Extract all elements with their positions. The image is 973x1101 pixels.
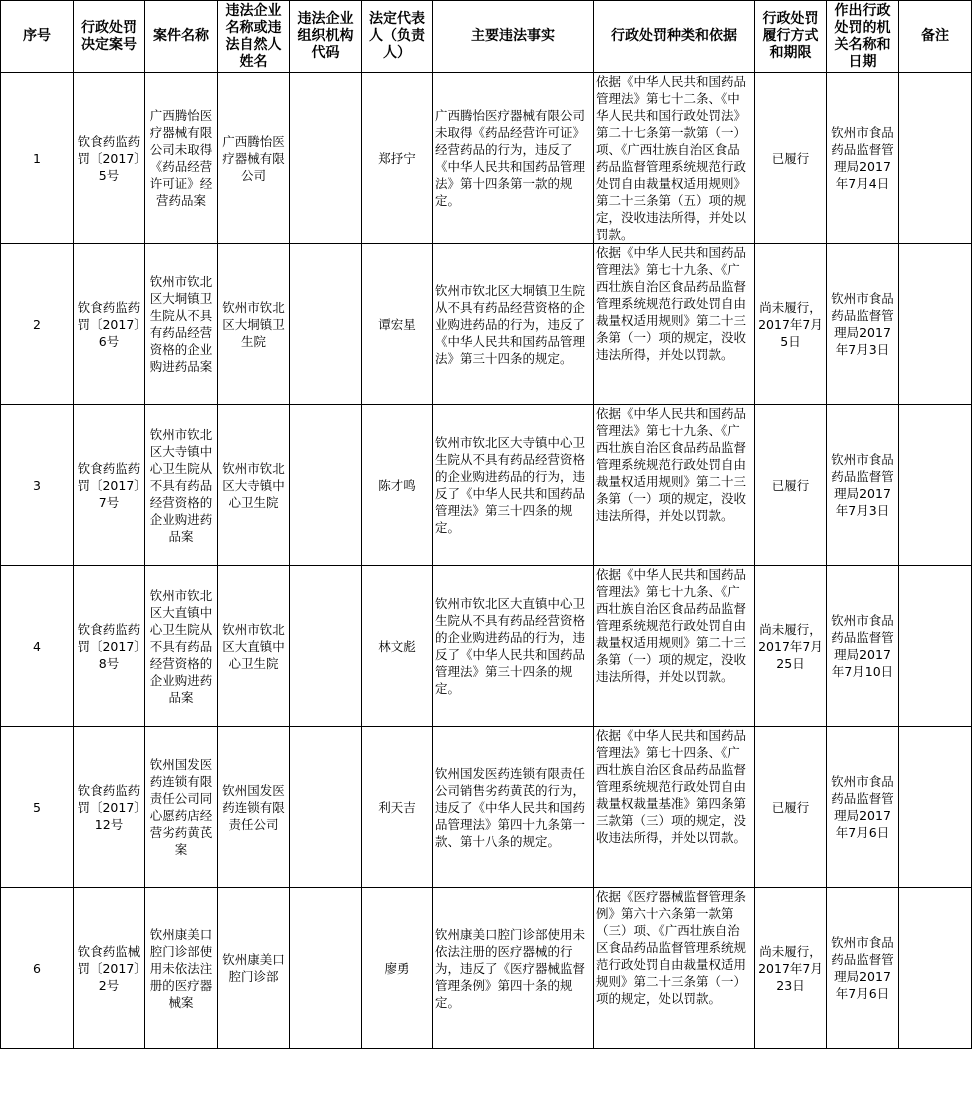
party-name: 钦州市钦北区大直镇中心卫生院 <box>218 566 290 727</box>
issuing-authority: 钦州市食品药品监督管理局2017年7月6日 <box>827 727 899 888</box>
penalty-basis: 依据《中华人民共和国药品管理法》第七十二条、《中华人民共和国行政处罚法》第二十七条第一款第（一）项、《广西壮族自治区食品药品监督管理系统规范行政处罚自由裁量权适用规则》第二十三条第（五）项的规定，没收违法所得，并处以罚款。 <box>594 73 755 244</box>
issuing-authority: 钦州市食品药品监督管理局2017年7月4日 <box>827 73 899 244</box>
row-number: 3 <box>1 405 74 566</box>
remark <box>899 73 972 244</box>
performance-status: 尚未履行，2017年7月23日 <box>755 888 827 1049</box>
violation-facts: 钦州市钦北区大垌镇卫生院从不具有药品经营资格的企业购进药品的行为，违反了《中华人民共和国药品管理法》第三十四条的规定。 <box>433 244 594 405</box>
table-row <box>1 888 972 1049</box>
penalty-basis: 依据《医疗器械监督管理条例》第六十六条第一款第（三）项、《广西壮族自治区食品药品监督管理系统规范行政处罚自由裁量权适用规则》第二十三条第（一）项的规定，处以罚款。 <box>594 888 755 1049</box>
row-number: 6 <box>1 888 74 1049</box>
violation-facts: 广西腾怡医疗器械有限公司未取得《药品经营许可证》经营药品的行为，违反了《中华人民共和国药品管理法》第十四条第一款的规定。 <box>433 73 594 244</box>
party-name: 钦州市钦北区大寺镇中心卫生院 <box>218 405 290 566</box>
party-name: 钦州市钦北区大垌镇卫生院 <box>218 244 290 405</box>
case-name: 钦州市钦北区大直镇中心卫生院从不具有药品经营资格的企业购进药品案 <box>145 566 218 727</box>
performance-status: 尚未履行，2017年7月25日 <box>755 566 827 727</box>
legal-representative: 谭宏星 <box>362 244 433 405</box>
org-code <box>290 888 362 1049</box>
header-authority: 作出行政处罚的机关名称和日期 <box>827 1 899 73</box>
penalty-basis: 依据《中华人民共和国药品管理法》第七十九条、《广西壮族自治区食品药品监督管理系统规范行政处罚自由裁量权适用规则》第二十三条第（一）项的规定，没收违法所得，并处以罚款。 <box>594 405 755 566</box>
case-name: 钦州市钦北区大垌镇卫生院从不具有药品经营资格的企业购进药品案 <box>145 244 218 405</box>
case-number: 钦食药监药罚〔2017〕12号 <box>74 727 145 888</box>
row-number: 2 <box>1 244 74 405</box>
header-performance: 行政处罚履行方式和期限 <box>755 1 827 73</box>
case-number: 钦食药监械罚〔2017〕2号 <box>74 888 145 1049</box>
header-org-code: 违法企业组织机构代码 <box>290 1 362 73</box>
table-row <box>1 73 972 244</box>
issuing-authority: 钦州市食品药品监督管理局2017年7月3日 <box>827 405 899 566</box>
issuing-authority: 钦州市食品药品监督管理局2017年7月10日 <box>827 566 899 727</box>
org-code <box>290 244 362 405</box>
table-row <box>1 727 972 888</box>
case-number: 钦食药监药罚〔2017〕7号 <box>74 405 145 566</box>
legal-representative: 郑抒宁 <box>362 73 433 244</box>
header-row <box>1 1 972 73</box>
header-no: 序号 <box>1 1 74 73</box>
org-code <box>290 566 362 727</box>
violation-facts: 钦州市钦北区大直镇中心卫生院从不具有药品经营资格的企业购进药品的行为，违反了《中华人民共和国药品管理法》第三十四条的规定。 <box>433 566 594 727</box>
legal-representative: 林文彪 <box>362 566 433 727</box>
performance-status: 已履行 <box>755 73 827 244</box>
remark <box>899 727 972 888</box>
case-name: 钦州国发医药连锁有限责任公司同心愿药店经营劣药黄芪案 <box>145 727 218 888</box>
case-number: 钦食药监药罚〔2017〕8号 <box>74 566 145 727</box>
header-facts: 主要违法事实 <box>433 1 594 73</box>
legal-representative: 廖勇 <box>362 888 433 1049</box>
table-row <box>1 405 972 566</box>
party-name: 钦州康美口腔门诊部 <box>218 888 290 1049</box>
case-name: 广西腾怡医疗器械有限公司未取得《药品经营许可证》经营药品案 <box>145 73 218 244</box>
remark <box>899 566 972 727</box>
party-name: 钦州国发医药连锁有限责任公司 <box>218 727 290 888</box>
party-name: 广西腾怡医疗器械有限公司 <box>218 73 290 244</box>
penalty-basis: 依据《中华人民共和国药品管理法》第七十九条、《广西壮族自治区食品药品监督管理系统规范行政处罚自由裁量权适用规则》第二十三条第（一）项的规定，没收违法所得，并处以罚款。 <box>594 566 755 727</box>
header-remark: 备注 <box>899 1 972 73</box>
row-number: 4 <box>1 566 74 727</box>
remark <box>899 244 972 405</box>
header-legal-rep: 法定代表人（负责人） <box>362 1 433 73</box>
issuing-authority: 钦州市食品药品监督管理局2017年7月6日 <box>827 888 899 1049</box>
penalty-basis: 依据《中华人民共和国药品管理法》第七十四条、《广西壮族自治区食品药品监督管理系统规范行政处罚自由裁量权裁量基准》第四条第三款第（三）项的规定，没收违法所得，并处以罚款。 <box>594 727 755 888</box>
row-number: 1 <box>1 73 74 244</box>
legal-representative: 陈才鸣 <box>362 405 433 566</box>
header-party: 违法企业名称或违法自然人姓名 <box>218 1 290 73</box>
violation-facts: 钦州国发医药连锁有限责任公司销售劣药黄芪的行为，违反了《中华人民共和国药品管理法》第四十九条第一款、第十八条的规定。 <box>433 727 594 888</box>
performance-status: 已履行 <box>755 727 827 888</box>
org-code <box>290 727 362 888</box>
row-number: 5 <box>1 727 74 888</box>
remark <box>899 405 972 566</box>
violation-facts: 钦州市钦北区大寺镇中心卫生院从不具有药品经营资格的企业购进药品的行为，违反了《中华人民共和国药品管理法》第三十四条的规定。 <box>433 405 594 566</box>
org-code <box>290 73 362 244</box>
case-number: 钦食药监药罚〔2017〕6号 <box>74 244 145 405</box>
table-row <box>1 566 972 727</box>
penalty-basis: 依据《中华人民共和国药品管理法》第七十九条、《广西壮族自治区食品药品监督管理系统规范行政处罚自由裁量权适用规则》第二十三条第（一）项的规定，没收违法所得，并处以罚款。 <box>594 244 755 405</box>
issuing-authority: 钦州市食品药品监督管理局2017年7月3日 <box>827 244 899 405</box>
performance-status: 已履行 <box>755 405 827 566</box>
header-case-name: 案件名称 <box>145 1 218 73</box>
legal-representative: 利天吉 <box>362 727 433 888</box>
performance-status: 尚未履行，2017年7月5日 <box>755 244 827 405</box>
org-code <box>290 405 362 566</box>
violation-facts: 钦州康美口腔门诊部使用未依法注册的医疗器械的行为，违反了《医疗器械监督管理条例》第四十条的规定。 <box>433 888 594 1049</box>
table-row <box>1 244 972 405</box>
header-basis: 行政处罚种类和依据 <box>594 1 755 73</box>
case-number: 钦食药监药罚〔2017〕5号 <box>74 73 145 244</box>
header-case-no: 行政处罚决定案号 <box>74 1 145 73</box>
case-name: 钦州康美口腔门诊部使用未依法注册的医疗器械案 <box>145 888 218 1049</box>
remark <box>899 888 972 1049</box>
case-name: 钦州市钦北区大寺镇中心卫生院从不具有药品经营资格的企业购进药品案 <box>145 405 218 566</box>
